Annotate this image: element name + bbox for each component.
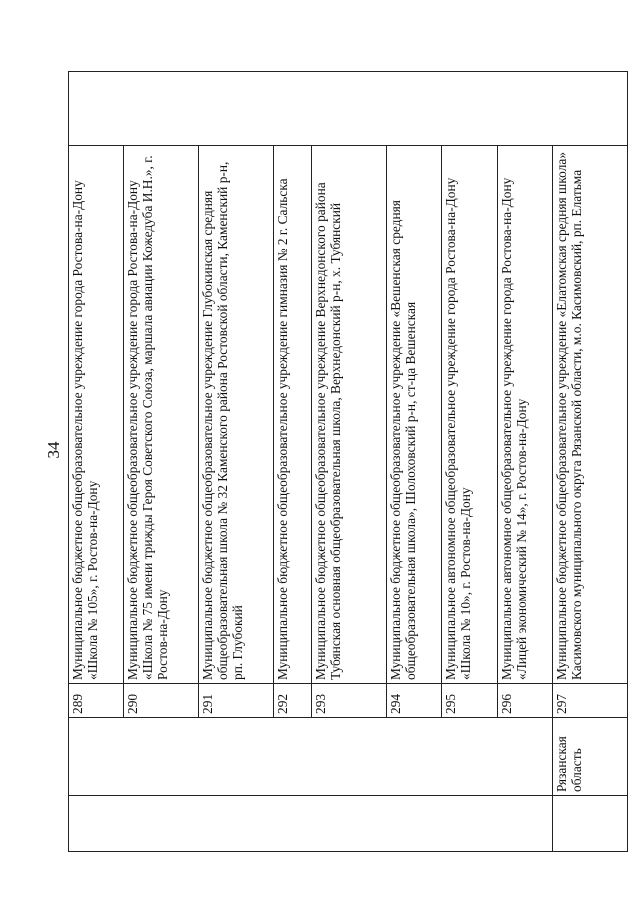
table-row xyxy=(69,72,124,852)
left-blank-cell xyxy=(553,796,628,852)
row-number: 297 xyxy=(553,684,628,718)
region-cell-ryazan: Рязанская область xyxy=(553,718,628,796)
right-blank-cell xyxy=(69,72,628,146)
left-blank-cell xyxy=(69,796,553,852)
organization-name: Муниципальное автономное общеобразовательное учреждение города Ростова-на-Дону «Лицей экономический № 14», г. Ростов-на-Дону xyxy=(497,146,552,684)
page-number: 34 xyxy=(44,441,63,459)
row-number: 294 xyxy=(387,684,442,718)
row-number: 293 xyxy=(312,684,387,718)
organization-name: Муниципальное бюджетное общеобразовательное учреждение Глубокинская средняя общеобразовательная школа № 32 Каменского района Ростовской области, Каменский р-н, рп. Глубокий xyxy=(199,146,274,684)
rotated-table-wrapper xyxy=(68,72,628,852)
organization-name: Муниципальное бюджетное общеобразовательное учреждение «Вешенская средняя общеобразовательная школа», Шолоховский р-н, ст-ца Вешенская xyxy=(387,146,442,684)
row-number: 289 xyxy=(69,684,124,718)
region-cell-prev xyxy=(69,718,553,796)
organization-name: Муниципальное бюджетное общеобразовательное учреждение города Ростова-на-Дону «Школа № 105», г. Ростов-на-Дону xyxy=(69,146,124,684)
row-number: 291 xyxy=(199,684,274,718)
organization-name: Муниципальное бюджетное общеобразовательное учреждение Верхнедонского района Тубянская основная общеобразовательная школа, Верхнедонский р-н, х. Тубянский xyxy=(312,146,387,684)
row-number: 296 xyxy=(497,684,552,718)
organization-name: Муниципальное бюджетное общеобразовательное учреждение города Ростова-на-Дону «Школа № 75 имени трижды Героя Советского Союза, маршала авиации Кожедуба И.Н.», г. Ростов-на-Дону xyxy=(124,146,199,684)
organizations-table xyxy=(68,71,628,852)
table-row xyxy=(553,72,628,852)
row-number: 295 xyxy=(442,684,497,718)
organization-name: Муниципальное бюджетное общеобразовательное учреждение гимназия № 2 г. Сальска xyxy=(273,146,312,684)
landscape-page xyxy=(68,72,628,852)
row-number: 292 xyxy=(273,684,312,718)
organization-name: Муниципальное автономное общеобразовательное учреждение города Ростова-на-Дону «Школа № 10», г. Ростов-на-Дону xyxy=(442,146,497,684)
row-number: 290 xyxy=(124,684,199,718)
organization-name: Муниципальное бюджетное общеобразовательное учреждение «Елатомская средняя школа» Касимовского муниципального округа Рязанской области, м.о. Касимовский, рп. Елатьма xyxy=(553,146,628,684)
